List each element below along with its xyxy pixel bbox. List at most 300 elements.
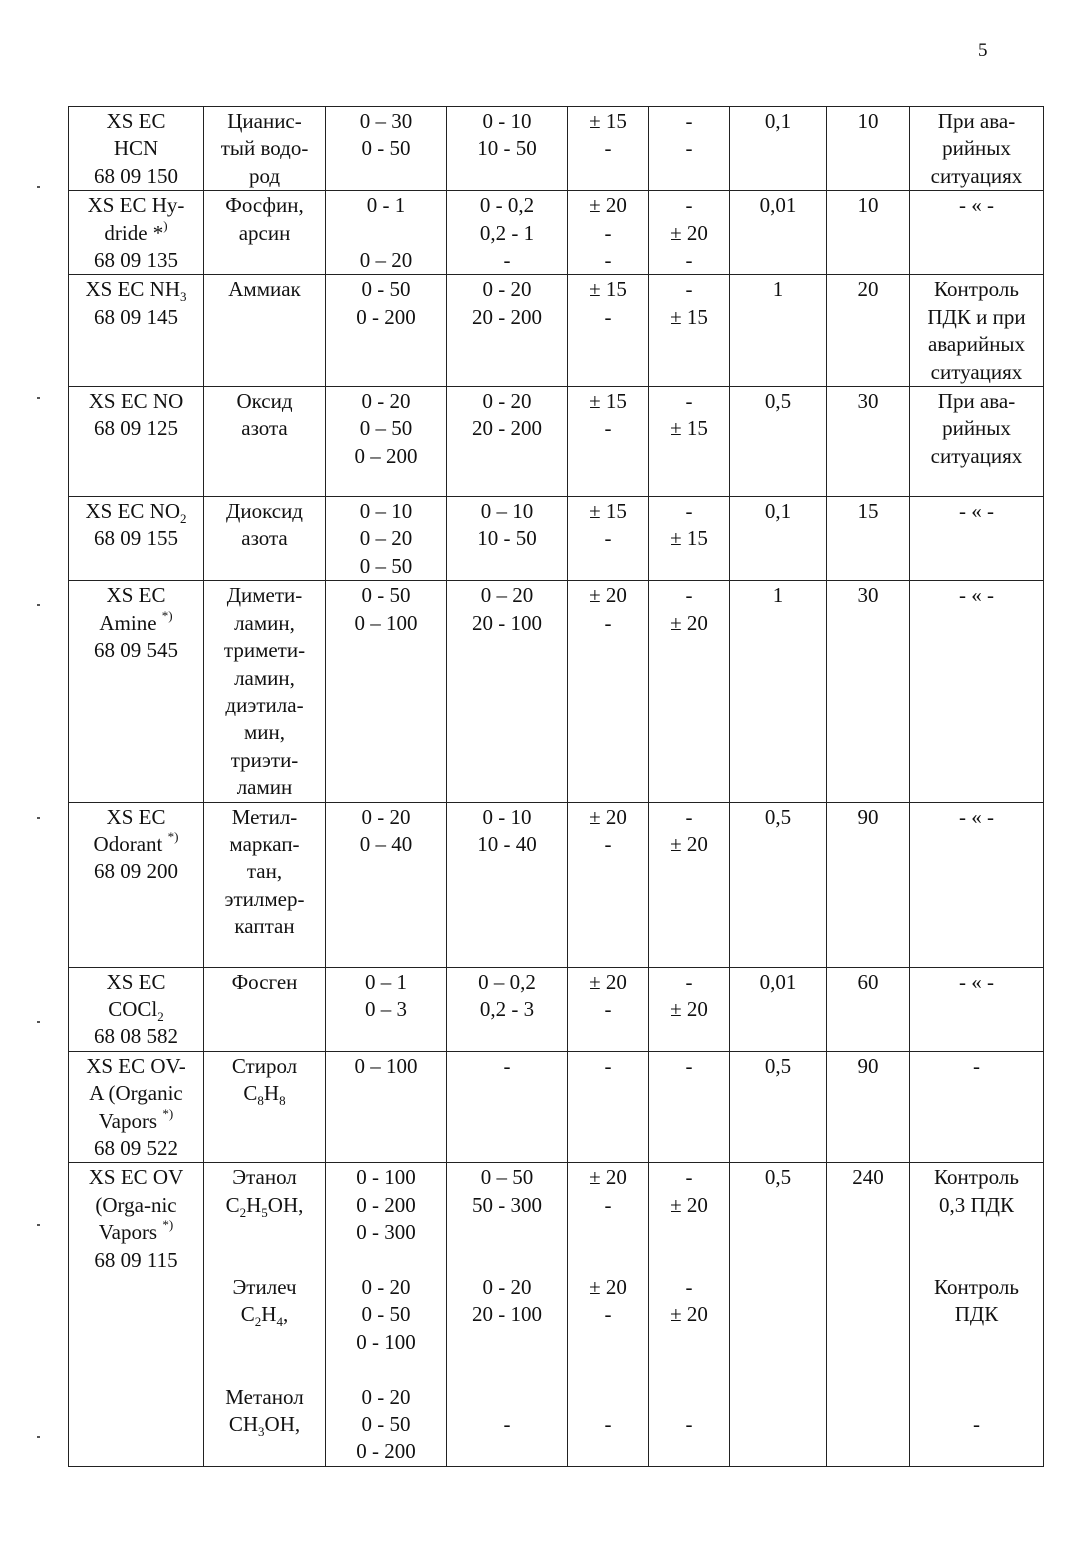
cell-line xyxy=(72,217,200,247)
cell-line xyxy=(329,415,443,442)
cell-line xyxy=(207,913,322,940)
cell-line xyxy=(652,276,726,303)
cell-text: - xyxy=(604,304,612,329)
cell-text: 68 09 135 xyxy=(94,248,178,273)
cell-line xyxy=(72,828,200,858)
cell-line xyxy=(571,1053,645,1080)
cell-text: 0 – 30 xyxy=(359,109,413,133)
cell-line xyxy=(207,192,322,219)
model-cell xyxy=(69,275,204,387)
cell-line xyxy=(830,969,906,996)
cell-line xyxy=(733,804,823,831)
cell-text: 0 – 10 xyxy=(359,499,413,524)
note-cell xyxy=(910,387,1044,497)
resolution-cell xyxy=(730,581,827,802)
cell-text: 0 - 10 xyxy=(482,804,532,829)
cell-line xyxy=(450,1384,564,1411)
relative-error-cell xyxy=(568,1051,649,1163)
cell-text: C xyxy=(240,1302,255,1327)
cell-text: 0 – 50 xyxy=(359,416,413,441)
resolution-cell xyxy=(730,967,827,1051)
cell-text: ± 15 xyxy=(670,416,708,441)
cell-line xyxy=(652,1411,726,1438)
cell-text: ± 15 xyxy=(670,304,708,329)
table-row xyxy=(69,1163,1044,1466)
cell-text: 68 08 582 xyxy=(94,1024,178,1049)
table-row xyxy=(69,191,1044,275)
subrange-cell xyxy=(447,497,568,581)
resolution-cell xyxy=(730,1051,827,1163)
cell-text: 10 xyxy=(857,193,879,218)
note-cell xyxy=(910,1051,1044,1163)
relative-error-cell xyxy=(568,107,649,191)
cell-text: - « - xyxy=(959,804,994,829)
cell-line xyxy=(207,525,322,552)
cell-line xyxy=(329,553,443,580)
cell-text: - xyxy=(604,996,612,1021)
range-cell xyxy=(326,107,447,191)
cell-text: 0,2 - 3 xyxy=(479,996,535,1021)
relative-error-cell xyxy=(568,497,649,581)
cell-text: H xyxy=(246,1192,262,1217)
cell-text: тан, xyxy=(246,859,283,884)
cell-text: XS EC OV xyxy=(88,1165,184,1190)
cell-text: - xyxy=(604,1411,612,1436)
cell-text: ситуациях xyxy=(930,359,1023,384)
cell-text: 0 - 50 xyxy=(361,136,411,161)
cell-text: 0 – 20 xyxy=(480,583,534,608)
subscript: 8 xyxy=(279,1093,286,1109)
response-time-cell xyxy=(827,387,910,497)
cell-line xyxy=(652,1329,726,1356)
subscript: 3 xyxy=(180,289,187,305)
cell-line xyxy=(329,1384,443,1411)
cell-line xyxy=(72,1080,200,1107)
cell-line xyxy=(652,525,726,552)
cell-text: ± 20 xyxy=(589,804,627,829)
resolution-cell xyxy=(730,497,827,581)
cell-text: При ава- xyxy=(937,389,1016,414)
cell-text: HCN xyxy=(113,136,159,161)
cell-text: ± 15 xyxy=(589,109,627,133)
resolution-cell xyxy=(730,802,827,967)
cell-text: ± 15 xyxy=(589,499,627,524)
cell-text: 68 09 145 xyxy=(94,304,178,329)
subscript: 5 xyxy=(261,1204,268,1220)
cell-text: род xyxy=(248,163,281,188)
margin-mark xyxy=(37,186,40,188)
cell-line xyxy=(329,388,443,415)
cell-line xyxy=(830,498,906,525)
cell-text: CH xyxy=(228,1411,259,1436)
cell-line xyxy=(329,804,443,831)
cell-text: - « - xyxy=(959,583,994,608)
cell-text: Контроль xyxy=(934,1165,1019,1190)
cell-text: 90 xyxy=(857,1053,879,1078)
gas-sensor-table xyxy=(68,106,1044,1467)
cell-text: рийных xyxy=(942,416,1011,441)
absolute-error-cell xyxy=(649,967,730,1051)
cell-line xyxy=(571,498,645,525)
cell-text: - xyxy=(604,526,612,551)
cell-line xyxy=(571,247,645,274)
cell-text: азота xyxy=(241,416,288,441)
note-cell xyxy=(910,107,1044,191)
cell-text: C xyxy=(225,1192,240,1217)
cell-line xyxy=(652,582,726,609)
subscript: 2 xyxy=(180,511,187,527)
absolute-error-cell xyxy=(649,802,730,967)
cell-text: - xyxy=(604,136,612,161)
cell-line xyxy=(652,1247,726,1274)
cell-line xyxy=(72,247,200,274)
cell-line xyxy=(207,804,322,831)
resolution-cell xyxy=(730,191,827,275)
range-cell xyxy=(326,1163,447,1466)
cell-line xyxy=(733,108,823,135)
cell-text: Фосген xyxy=(231,969,298,994)
cell-line xyxy=(207,774,322,801)
cell-text: 0 - 200 xyxy=(356,304,416,329)
cell-text: COCl xyxy=(108,996,158,1021)
cell-line xyxy=(450,108,564,135)
cell-line xyxy=(450,969,564,996)
cell-line xyxy=(913,1301,1040,1328)
cell-text: Этилеч xyxy=(232,1274,297,1299)
cell-text: 10 - 50 xyxy=(477,526,537,551)
cell-line xyxy=(733,582,823,609)
resolution-cell xyxy=(730,107,827,191)
cell-line xyxy=(450,1274,564,1301)
cell-line xyxy=(733,276,823,303)
cell-text: ± 20 xyxy=(670,1302,708,1327)
cell-text: Метил- xyxy=(231,804,298,829)
absolute-error-cell xyxy=(649,1051,730,1163)
cell-line xyxy=(72,1053,200,1080)
cell-line xyxy=(652,831,726,858)
cell-line xyxy=(329,525,443,552)
cell-line xyxy=(72,858,200,885)
range-cell xyxy=(326,191,447,275)
cell-line xyxy=(571,388,645,415)
cell-line xyxy=(72,498,200,525)
cell-line xyxy=(72,637,200,664)
cell-line xyxy=(450,498,564,525)
cell-text: 68 09 200 xyxy=(94,859,178,884)
cell-line xyxy=(450,1164,564,1191)
cell-text: 0,5 xyxy=(764,804,792,829)
cell-text: рийных xyxy=(942,136,1011,161)
cell-line xyxy=(450,247,564,274)
margin-mark xyxy=(37,817,40,819)
margin-mark xyxy=(37,1021,40,1023)
cell-text: тримети- xyxy=(223,638,306,663)
cell-text: 0 - 20 xyxy=(361,389,411,414)
margin-mark xyxy=(37,604,40,606)
model-cell xyxy=(69,497,204,581)
absolute-error-cell xyxy=(649,581,730,802)
cell-line xyxy=(571,108,645,135)
cell-line xyxy=(329,135,443,162)
cell-text: Контроль xyxy=(934,1274,1019,1299)
cell-text: ± 20 xyxy=(589,1274,627,1299)
cell-text: ± 15 xyxy=(589,389,627,414)
cell-line xyxy=(830,1053,906,1080)
table-row xyxy=(69,107,1044,191)
cell-line xyxy=(207,1247,322,1274)
cell-text: 20 - 100 xyxy=(472,1302,542,1327)
cell-line xyxy=(329,1438,443,1465)
cell-line xyxy=(72,1135,200,1162)
cell-line xyxy=(652,610,726,637)
cell-text: , xyxy=(282,1302,289,1327)
cell-text: 68 09 155 xyxy=(94,526,178,551)
cell-text: 0 - 50 xyxy=(361,277,411,302)
superscript: *) xyxy=(161,607,173,623)
note-cell xyxy=(910,191,1044,275)
cell-text: Оксид xyxy=(236,389,293,414)
cell-line xyxy=(329,1356,443,1383)
cell-line xyxy=(207,831,322,858)
cell-line xyxy=(450,996,564,1023)
cell-text: Vapors xyxy=(98,1108,163,1133)
table-row xyxy=(69,967,1044,1051)
cell-text: 68 09 125 xyxy=(94,416,178,441)
cell-text: 0 – 3 xyxy=(365,996,407,1021)
margin-mark xyxy=(37,397,40,399)
subscript: 2 xyxy=(157,1009,164,1025)
cell-text: 15 xyxy=(857,499,879,524)
cell-text: 68 09 115 xyxy=(94,1247,178,1272)
cell-line xyxy=(652,135,726,162)
cell-line xyxy=(72,969,200,996)
cell-line xyxy=(72,163,200,190)
cell-text: - xyxy=(685,499,693,524)
cell-line xyxy=(571,276,645,303)
table-row xyxy=(69,387,1044,497)
cell-line xyxy=(733,1164,823,1191)
cell-line xyxy=(72,1023,200,1050)
cell-line xyxy=(913,1384,1040,1411)
cell-text: 20 - 200 xyxy=(472,416,542,441)
cell-line xyxy=(207,220,322,247)
cell-line xyxy=(450,525,564,552)
cell-text: 0,5 xyxy=(764,1165,792,1190)
cell-line xyxy=(207,858,322,885)
cell-text: 0,01 xyxy=(759,969,797,994)
cell-line xyxy=(329,276,443,303)
cell-line xyxy=(913,1192,1040,1219)
cell-line xyxy=(913,969,1040,996)
table-row xyxy=(69,1051,1044,1163)
cell-line xyxy=(72,582,200,609)
cell-line xyxy=(571,1329,645,1356)
cell-line xyxy=(329,1164,443,1191)
cell-line xyxy=(329,1301,443,1328)
cell-text: - xyxy=(685,804,693,829)
gas-cell xyxy=(204,497,326,581)
range-cell xyxy=(326,581,447,802)
cell-text: ситуациях xyxy=(930,163,1023,188)
cell-text: - xyxy=(604,416,612,441)
model-cell xyxy=(69,802,204,967)
cell-text: 68 09 150 xyxy=(94,163,178,188)
cell-line xyxy=(72,415,200,442)
cell-line xyxy=(207,1356,322,1383)
cell-line xyxy=(207,415,322,442)
cell-line xyxy=(652,1192,726,1219)
absolute-error-cell xyxy=(649,497,730,581)
cell-line xyxy=(450,1301,564,1328)
gas-cell xyxy=(204,387,326,497)
cell-text: dride * xyxy=(104,220,164,245)
range-cell xyxy=(326,1051,447,1163)
cell-line xyxy=(571,415,645,442)
cell-text: ± 20 xyxy=(670,996,708,1021)
cell-line xyxy=(329,996,443,1023)
note-cell xyxy=(910,967,1044,1051)
cell-text: арсин xyxy=(238,220,291,245)
cell-line xyxy=(913,359,1040,386)
cell-line xyxy=(571,1192,645,1219)
cell-text: Диоксид xyxy=(226,499,303,524)
cell-line xyxy=(913,1219,1040,1246)
cell-line xyxy=(571,969,645,996)
cell-text: 20 - 100 xyxy=(472,610,542,635)
model-cell xyxy=(69,967,204,1051)
cell-text: XS EC xyxy=(106,583,166,608)
cell-line xyxy=(207,1192,322,1219)
cell-line xyxy=(72,192,200,219)
cell-text: ситуациях xyxy=(930,443,1023,468)
cell-line xyxy=(830,276,906,303)
cell-line xyxy=(571,831,645,858)
cell-text: - xyxy=(685,389,693,414)
cell-line xyxy=(72,304,200,331)
range-cell xyxy=(326,497,447,581)
cell-line xyxy=(733,498,823,525)
cell-line xyxy=(571,1411,645,1438)
cell-text: Amine xyxy=(99,610,162,635)
cell-text: 0 – 200 xyxy=(354,443,418,468)
cell-text: - xyxy=(604,248,612,273)
cell-line xyxy=(207,1329,322,1356)
cell-line xyxy=(207,1384,322,1411)
cell-line xyxy=(652,304,726,331)
model-cell xyxy=(69,1163,204,1466)
cell-text: аварийных xyxy=(927,332,1026,357)
cell-text: 0 – 10 xyxy=(480,499,534,524)
model-cell xyxy=(69,387,204,497)
cell-line xyxy=(450,135,564,162)
cell-text: 0 – 40 xyxy=(359,831,413,856)
cell-line xyxy=(571,1247,645,1274)
cell-line xyxy=(830,192,906,219)
cell-text: ламин, xyxy=(234,610,295,635)
relative-error-cell xyxy=(568,967,649,1051)
subrange-cell xyxy=(447,967,568,1051)
subscript: 8 xyxy=(257,1093,264,1109)
range-cell xyxy=(326,387,447,497)
cell-line xyxy=(571,1219,645,1246)
cell-text: A (Organic xyxy=(89,1081,183,1106)
cell-text: OH, xyxy=(267,1192,304,1217)
cell-line xyxy=(913,415,1040,442)
cell-text: - xyxy=(685,248,693,273)
table-row xyxy=(69,497,1044,581)
cell-text: 60 xyxy=(857,969,879,994)
cell-line xyxy=(830,1164,906,1191)
cell-text: 90 xyxy=(857,804,879,829)
cell-text: Метанол xyxy=(225,1384,304,1409)
cell-text: - xyxy=(685,1165,693,1190)
subrange-cell xyxy=(447,1051,568,1163)
cell-line xyxy=(450,388,564,415)
cell-line xyxy=(450,1053,564,1080)
cell-text: мин, xyxy=(243,720,285,745)
cell-text: 0 - 20 xyxy=(361,804,411,829)
cell-text: Фосфин, xyxy=(225,193,304,218)
gas-cell xyxy=(204,191,326,275)
cell-text: маркап- xyxy=(229,831,300,856)
cell-text: ± 20 xyxy=(589,969,627,994)
cell-line xyxy=(329,108,443,135)
cell-line xyxy=(571,1356,645,1383)
cell-line xyxy=(329,1329,443,1356)
cell-line xyxy=(450,1411,564,1438)
page-number: 5 xyxy=(978,40,988,61)
cell-text: OH, xyxy=(264,1411,301,1436)
cell-text: - xyxy=(973,1053,980,1078)
cell-line xyxy=(652,498,726,525)
cell-text: XS EC xyxy=(106,804,166,829)
cell-text: 0 - 50 xyxy=(361,583,411,608)
cell-line xyxy=(913,1053,1040,1080)
cell-text: 68 09 522 xyxy=(94,1135,178,1160)
cell-line xyxy=(207,1274,322,1301)
response-time-cell xyxy=(827,191,910,275)
cell-line xyxy=(207,969,322,996)
cell-line xyxy=(652,1053,726,1080)
cell-line xyxy=(207,163,322,190)
cell-text: H xyxy=(261,1302,277,1327)
cell-text: - xyxy=(604,1192,612,1217)
cell-line xyxy=(329,498,443,525)
cell-text: - xyxy=(503,1411,511,1436)
cell-line xyxy=(652,247,726,274)
cell-text: 0,2 - 1 xyxy=(479,220,535,245)
cell-text: - xyxy=(685,109,693,133)
cell-text: - xyxy=(685,1411,693,1436)
cell-line xyxy=(450,192,564,219)
cell-line xyxy=(450,304,564,331)
cell-text: 1 xyxy=(772,277,784,302)
cell-line xyxy=(72,607,200,637)
table-row xyxy=(69,581,1044,802)
cell-text: - xyxy=(503,248,511,273)
superscript: *) xyxy=(162,1217,174,1233)
cell-text: C xyxy=(243,1081,258,1106)
cell-line xyxy=(913,804,1040,831)
cell-text: 240 xyxy=(852,1165,884,1190)
cell-line xyxy=(72,525,200,552)
cell-text: 0 – 50 xyxy=(480,1165,534,1190)
resolution-cell xyxy=(730,387,827,497)
response-time-cell xyxy=(827,1163,910,1466)
cell-line xyxy=(207,637,322,664)
cell-text: (Orga-nic xyxy=(95,1192,177,1217)
cell-line xyxy=(207,388,322,415)
